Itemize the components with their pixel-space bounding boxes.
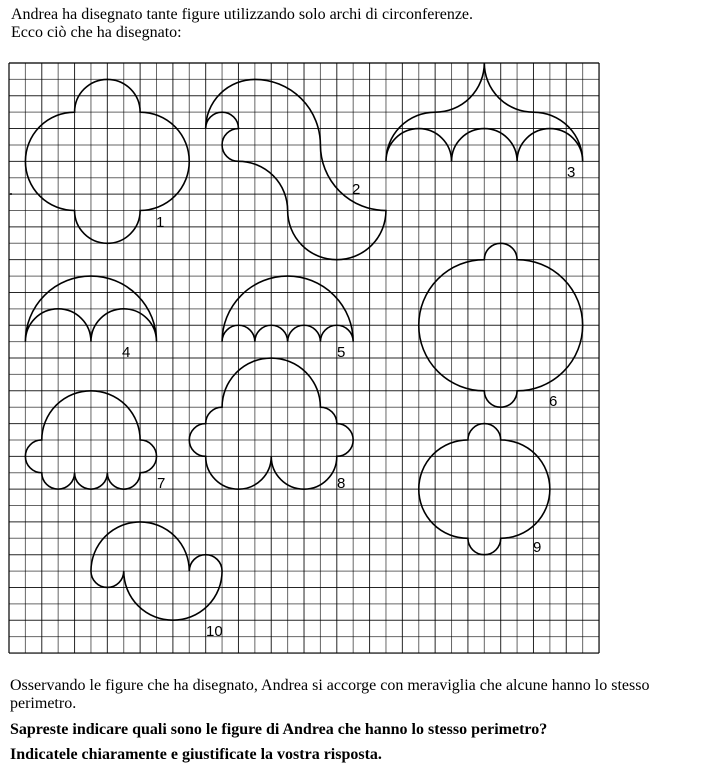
figure-label-10: 10 bbox=[206, 623, 223, 640]
figure-label-5: 5 bbox=[337, 344, 346, 361]
figure-label-3: 3 bbox=[567, 164, 576, 181]
question-text-line-1: Sapreste indicare quali sono le figure di Andrea che hanno lo stesso perimetro? bbox=[10, 721, 548, 738]
intro-text-line-2: Ecco ciò che ha disegnato: bbox=[11, 24, 182, 41]
grid-lines bbox=[9, 63, 599, 653]
figure-label-8: 8 bbox=[337, 475, 346, 492]
figure-label-7: 7 bbox=[157, 475, 166, 492]
observation-text-line-2: perimetro. bbox=[10, 695, 77, 712]
figure-label-4: 4 bbox=[122, 344, 131, 361]
question-text-line-2: Indicatele chiaramente e giustificate la vostra risposta. bbox=[10, 746, 382, 763]
figure-label-1: 1 bbox=[156, 214, 165, 231]
stray-dot bbox=[10, 193, 12, 195]
figure-label-2: 2 bbox=[352, 181, 361, 198]
figure-label-9: 9 bbox=[533, 539, 542, 556]
figure-2-outline bbox=[206, 79, 386, 259]
intro-text-line-1: Andrea ha disegnato tante figure utilizzando solo archi di circonferenze. bbox=[11, 6, 474, 23]
observation-text-line-1: Osservando le figure che ha disegnato, Andrea si accorge con meraviglia che alcune hanno lo stesso bbox=[10, 677, 650, 694]
figure-label-6: 6 bbox=[549, 393, 558, 410]
